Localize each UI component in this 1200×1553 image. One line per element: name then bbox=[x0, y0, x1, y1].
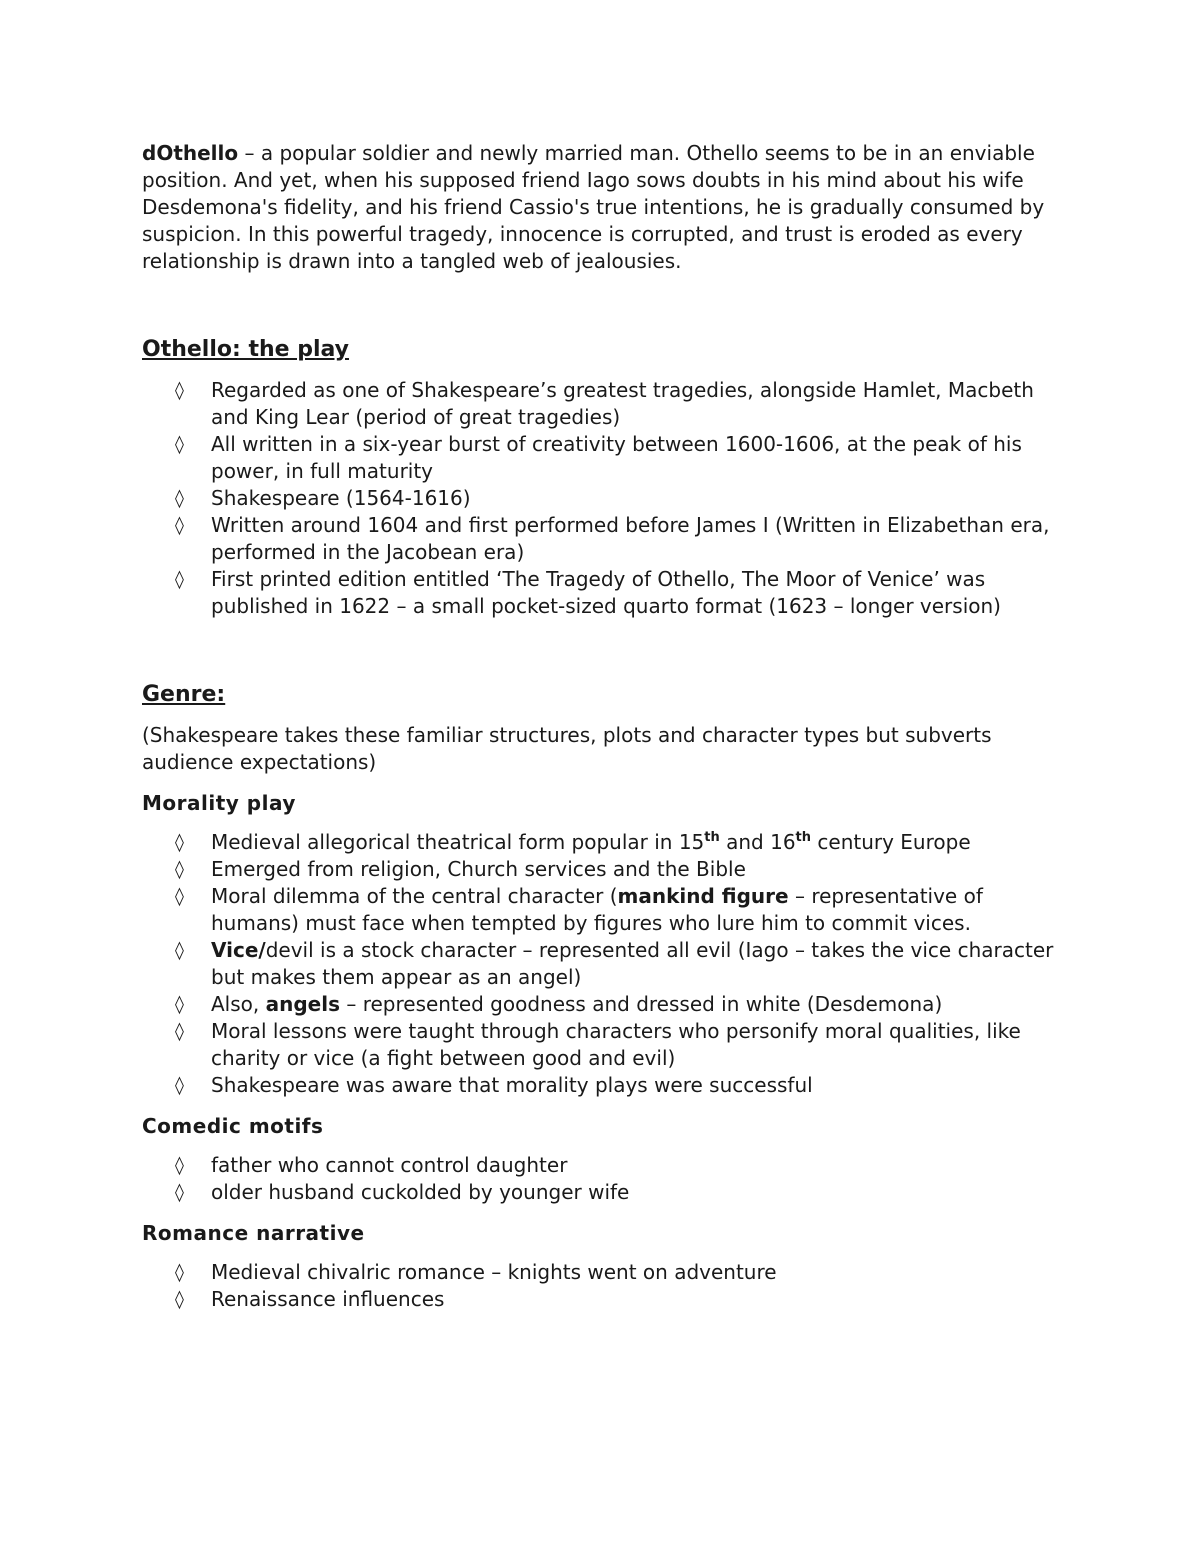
diamond-bullet-icon: ◊ bbox=[175, 832, 184, 853]
list-item-text: First printed edition entitled ‘The Tragedy of Othello, The Moor of Venice’ was published in 1622 – a small pocket-sized quarto format (1623 – longer version) bbox=[211, 567, 1001, 618]
diamond-bullet-icon: ◊ bbox=[175, 1021, 184, 1042]
document-page bbox=[142, 140, 1062, 1313]
diamond-bullet-icon: ◊ bbox=[175, 1289, 184, 1310]
play-section-heading: Othello: the play bbox=[142, 337, 350, 362]
list-item-text: Medieval allegorical theatrical form popular in 15 bbox=[211, 830, 705, 854]
superscript: th bbox=[704, 830, 720, 845]
list-item bbox=[142, 1152, 1062, 1179]
list-item bbox=[142, 1259, 1062, 1286]
comedic-motifs-list bbox=[142, 1152, 1062, 1206]
list-item bbox=[142, 1179, 1062, 1206]
diamond-bullet-icon: ◊ bbox=[175, 515, 184, 536]
bold-term: Vice/ bbox=[211, 938, 266, 962]
list-item bbox=[142, 1286, 1062, 1313]
diamond-bullet-icon: ◊ bbox=[175, 1075, 184, 1096]
play-list bbox=[142, 377, 1062, 620]
list-item bbox=[142, 1018, 1062, 1072]
list-item-text: older husband cuckolded by younger wife bbox=[211, 1180, 630, 1204]
list-item bbox=[142, 377, 1062, 431]
diamond-bullet-icon: ◊ bbox=[175, 434, 184, 455]
intro-text: – a popular soldier and newly married man. Othello seems to be in an enviable position. And yet, when his supposed friend Iago sows doubts in his mind about his wife Desdemona's fidelity, and his friend Cassio's true intentions, he is gradually consumed by suspicion. In this powerful tragedy, innocence is corrupted, and trust is eroded as every relationship is drawn into a tangled web of jealousies. bbox=[142, 141, 1045, 273]
list-item-text: – representative of humans) must face when tempted by figures who lure him to commit vices. bbox=[211, 884, 983, 935]
list-item bbox=[142, 485, 1062, 512]
list-item bbox=[142, 431, 1062, 485]
list-item bbox=[142, 829, 1062, 856]
list-item-text: Moral lessons were taught through characters who personify moral qualities, like charity or vice (a fight between good and evil) bbox=[211, 1019, 1021, 1070]
diamond-bullet-icon: ◊ bbox=[175, 1155, 184, 1176]
diamond-bullet-icon: ◊ bbox=[175, 569, 184, 590]
list-item-text: Regarded as one of Shakespeare’s greatest tragedies, alongside Hamlet, Macbeth and King Lear (period of great tragedies) bbox=[211, 378, 1034, 429]
list-item-text: father who cannot control daughter bbox=[211, 1153, 568, 1177]
comedic-motifs-heading: Comedic motifs bbox=[142, 1114, 324, 1138]
genre-note: (Shakespeare takes these familiar structures, plots and character types but subverts audience expectations) bbox=[142, 723, 992, 774]
diamond-bullet-icon: ◊ bbox=[175, 380, 184, 401]
list-item-text: Written around 1604 and first performed before James I (Written in Elizabethan era, performed in the Jacobean era) bbox=[211, 513, 1050, 564]
list-item bbox=[142, 883, 1062, 937]
list-item bbox=[142, 512, 1062, 566]
list-item bbox=[142, 1072, 1062, 1099]
list-item-text: Medieval chivalric romance – knights went on adventure bbox=[211, 1260, 777, 1284]
intro-paragraph bbox=[142, 140, 1062, 275]
romance-narrative-heading: Romance narrative bbox=[142, 1221, 365, 1245]
morality-play-list bbox=[142, 829, 1062, 1099]
list-item-text: – represented goodness and dressed in white (Desdemona) bbox=[339, 992, 943, 1016]
diamond-bullet-icon: ◊ bbox=[175, 1182, 184, 1203]
diamond-bullet-icon: ◊ bbox=[175, 886, 184, 907]
list-item-text: devil is a stock character – represented all evil (Iago – takes the vice character but makes them appear as an angel) bbox=[211, 938, 1054, 989]
diamond-bullet-icon: ◊ bbox=[175, 1262, 184, 1283]
bold-term: mankind figure bbox=[617, 884, 789, 908]
list-item-text: and 16 bbox=[719, 830, 796, 854]
intro-lead: dOthello bbox=[142, 141, 239, 165]
diamond-bullet-icon: ◊ bbox=[175, 940, 184, 961]
list-item-text: Moral dilemma of the central character ( bbox=[211, 884, 618, 908]
list-item-text: Shakespeare (1564-1616) bbox=[211, 486, 471, 510]
list-item bbox=[142, 856, 1062, 883]
genre-section-heading: Genre: bbox=[142, 682, 226, 707]
list-item bbox=[142, 566, 1062, 620]
diamond-bullet-icon: ◊ bbox=[175, 994, 184, 1015]
list-item-text: All written in a six-year burst of creativity between 1600-1606, at the peak of his power, in full maturity bbox=[211, 432, 1022, 483]
list-item-text: Also, bbox=[211, 992, 266, 1016]
list-item-text: century Europe bbox=[811, 830, 971, 854]
list-item bbox=[142, 991, 1062, 1018]
bold-term: angels bbox=[265, 992, 340, 1016]
list-item-text: Renaissance influences bbox=[211, 1287, 445, 1311]
diamond-bullet-icon: ◊ bbox=[175, 488, 184, 509]
morality-play-heading: Morality play bbox=[142, 791, 296, 815]
list-item-text: Emerged from religion, Church services and the Bible bbox=[211, 857, 746, 881]
superscript: th bbox=[795, 830, 812, 845]
romance-narrative-list bbox=[142, 1259, 1062, 1313]
diamond-bullet-icon: ◊ bbox=[175, 859, 184, 880]
list-item-text: Shakespeare was aware that morality plays were successful bbox=[211, 1073, 813, 1097]
list-item bbox=[142, 937, 1062, 991]
